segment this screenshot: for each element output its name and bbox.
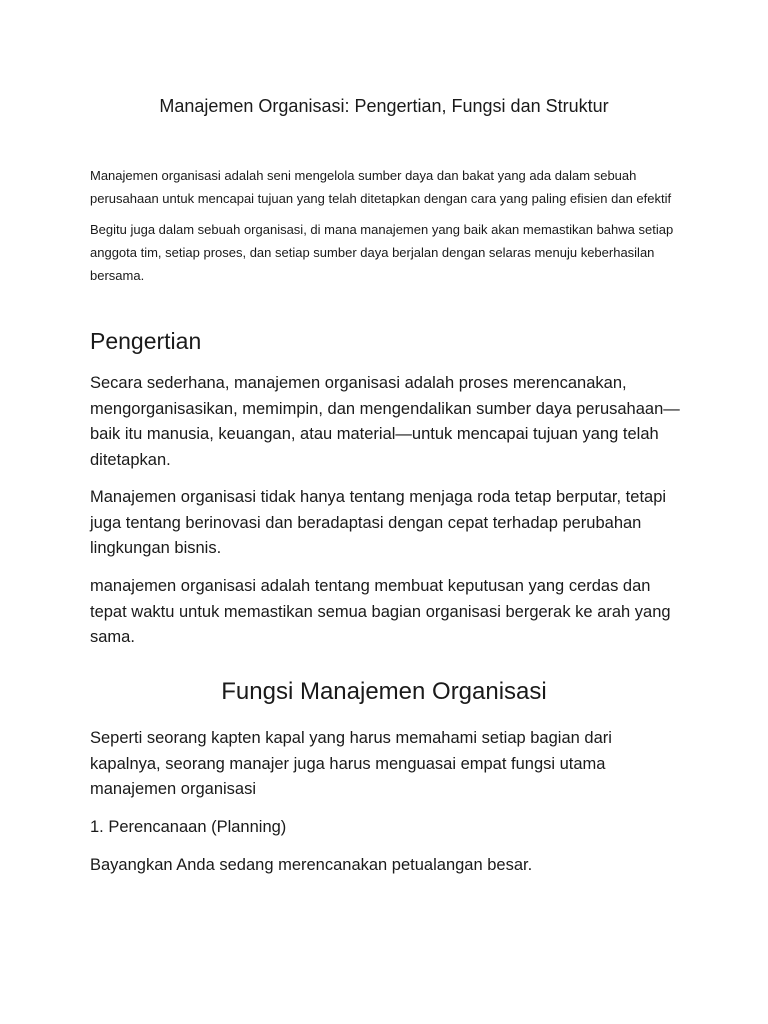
pengertian-paragraph-3: manajemen organisasi adalah tentang membuat keputusan yang cerdas dan tepat waktu untuk memastikan semua bagian organisasi bergerak ke arah yang sama. [90,577,671,646]
list-item-perencanaan: 1. Perencanaan (Planning) [90,818,287,836]
intro-paragraph-1: Manajemen organisasi adalah seni mengelola sumber daya dan bakat yang ada dalam sebuah perusahaan untuk mencapai tujuan yang telah ditetapkan dengan cara yang paling efisien dan efektif [90,168,672,206]
pengertian-paragraph-1: Secara sederhana, manajemen organisasi adalah proses merencanakan, mengorganisasikan, memimpin, dan mengendalikan sumber daya perusahaan—baik itu manusia, keuangan, atau material—untuk mencapai tujuan yang telah ditetapkan. [90,374,680,469]
pengertian-paragraph-2: Manajemen organisasi tidak hanya tentang menjaga roda tetap berputar, tetapi juga tentang berinovasi dan beradaptasi dengan cepat terhadap perubahan lingkungan bisnis. [90,488,667,557]
fungsi-intro-paragraph: Seperti seorang kapten kapal yang harus memahami setiap bagian dari kapalnya, seorang manajer juga harus menguasai empat fungsi utama manajemen organisasi [90,729,612,798]
intro-paragraph-2: Begitu juga dalam sebuah organisasi, di mana manajemen yang baik akan memastikan bahwa setiap anggota tim, setiap proses, dan setiap sumber daya berjalan dengan selaras menuju keberhasilan bersama. [90,222,674,283]
perencanaan-paragraph: Bayangkan Anda sedang merencanakan petualangan besar. [90,856,533,874]
section-heading-fungsi: Fungsi Manajemen Organisasi [221,678,547,705]
section-heading-pengertian: Pengertian [90,328,202,354]
document-title: Manajemen Organisasi: Pengertian, Fungsi dan Struktur [159,96,609,116]
